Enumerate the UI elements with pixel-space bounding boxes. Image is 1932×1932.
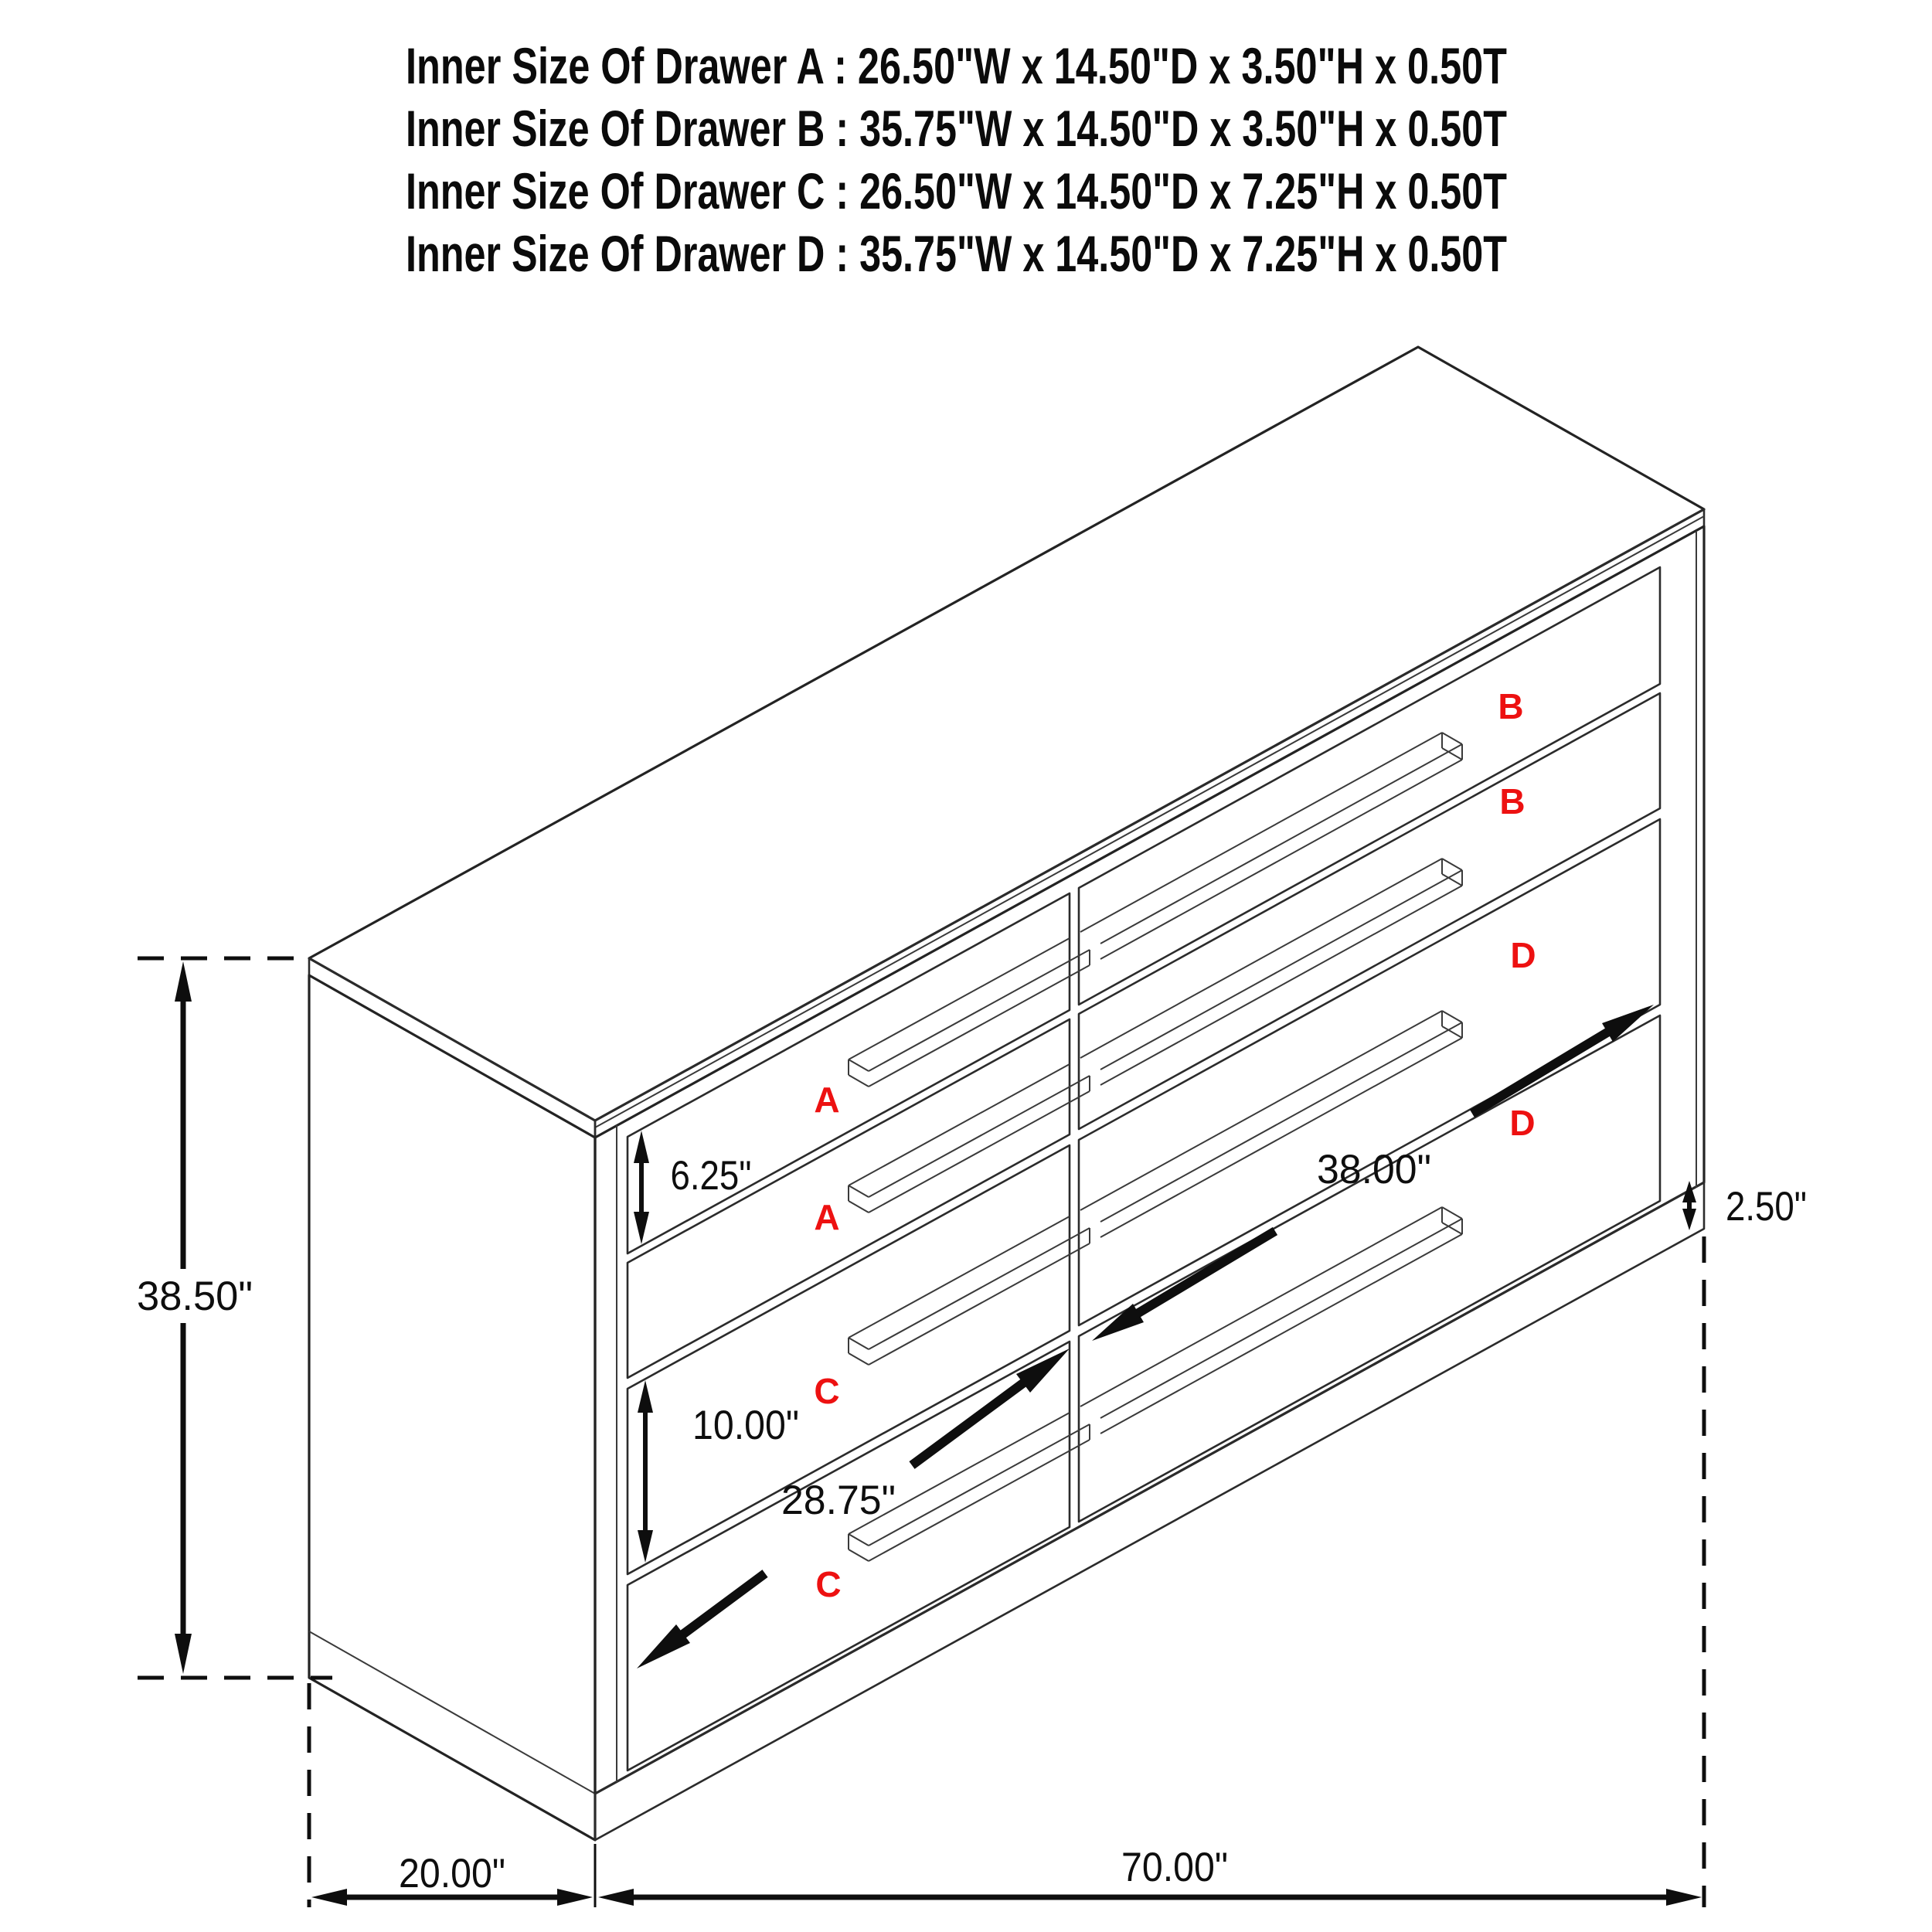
handle-c1	[849, 1216, 1090, 1365]
arrowhead-left-icon	[311, 1889, 347, 1906]
drawer-fronts-left-column	[628, 893, 1070, 1770]
arrowhead-left-icon	[598, 1889, 634, 1906]
large-drawer-dimension-label: 10.00"	[692, 1403, 799, 1448]
arrowhead-up-icon	[1682, 1181, 1696, 1202]
arrowhead-right-icon	[557, 1889, 593, 1906]
depth-dimension-label: 20.00"	[399, 1851, 505, 1896]
title-line-drawer-b: Inner Size Of Drawer B : 35.75"W x 14.50"D x 3.50"H x 0.50T	[406, 100, 1507, 157]
label-drawer-a2: A	[814, 1197, 840, 1237]
dresser-top-panel	[309, 347, 1704, 1138]
front-face-outline	[595, 526, 1704, 1794]
top-face	[309, 347, 1704, 1121]
top-panel-bevel-line	[595, 516, 1704, 1128]
top-panel-left-edge	[309, 958, 595, 1138]
base-dimension-label: 2.50"	[1726, 1184, 1807, 1230]
arrowhead-right-icon	[1666, 1889, 1702, 1906]
arrowhead-down-icon	[1682, 1209, 1696, 1230]
arrowhead-lower-left-icon	[1092, 1304, 1144, 1341]
arrowhead-up-icon	[638, 1380, 653, 1413]
arrowhead-down-icon	[634, 1212, 649, 1244]
side-face	[309, 975, 595, 1840]
label-drawer-c2: C	[815, 1564, 842, 1604]
dimension-overall-depth	[309, 1683, 595, 1907]
right-diagonal-label: 38.00"	[1317, 1147, 1431, 1192]
dimension-overall-height	[137, 958, 332, 1678]
label-drawer-b2: B	[1499, 781, 1526, 821]
arrowhead-up-icon	[634, 1131, 649, 1163]
label-drawer-b1: B	[1498, 686, 1524, 726]
arrowhead-down-icon	[175, 1634, 192, 1674]
label-drawer-c1: C	[814, 1371, 840, 1411]
label-drawer-d1: D	[1510, 935, 1536, 975]
label-drawer-a1: A	[814, 1080, 840, 1120]
dimension-base-height	[1682, 1181, 1807, 1230]
dresser-side-panel	[309, 975, 595, 1840]
arrowhead-down-icon	[638, 1530, 653, 1563]
dresser-front-face	[595, 526, 1704, 1840]
dresser-drawing	[309, 347, 1704, 1840]
dimension-right-diagonal	[1092, 1005, 1654, 1341]
label-drawer-d2: D	[1509, 1103, 1536, 1143]
side-plinth-line	[309, 1631, 595, 1794]
title-block	[406, 37, 1507, 282]
drawer-front-b1	[1079, 567, 1660, 1005]
arrowhead-up-icon	[175, 961, 192, 1002]
handle-d1	[1080, 1011, 1462, 1237]
dimension-left-diagonal	[637, 1349, 1070, 1668]
dimension-overall-width	[598, 1236, 1704, 1907]
handle-b1	[1080, 733, 1462, 959]
title-line-drawer-a: Inner Size Of Drawer A : 26.50"W x 14.50"D x 3.50"H x 0.50T	[406, 37, 1507, 94]
height-dimension-label: 38.50"	[137, 1274, 253, 1319]
title-line-drawer-c: Inner Size Of Drawer C : 26.50"W x 14.50"D x 7.25"H x 0.50T	[406, 162, 1507, 219]
drawer-handles-left-column	[849, 938, 1090, 1561]
small-drawer-dimension-label: 6.25"	[670, 1153, 752, 1199]
width-dimension-label: 70.00"	[1121, 1845, 1228, 1890]
left-diagonal-label: 28.75"	[781, 1478, 896, 1523]
title-line-drawer-d: Inner Size Of Drawer D : 35.75"W x 14.50"D x 7.25"H x 0.50T	[406, 225, 1507, 282]
